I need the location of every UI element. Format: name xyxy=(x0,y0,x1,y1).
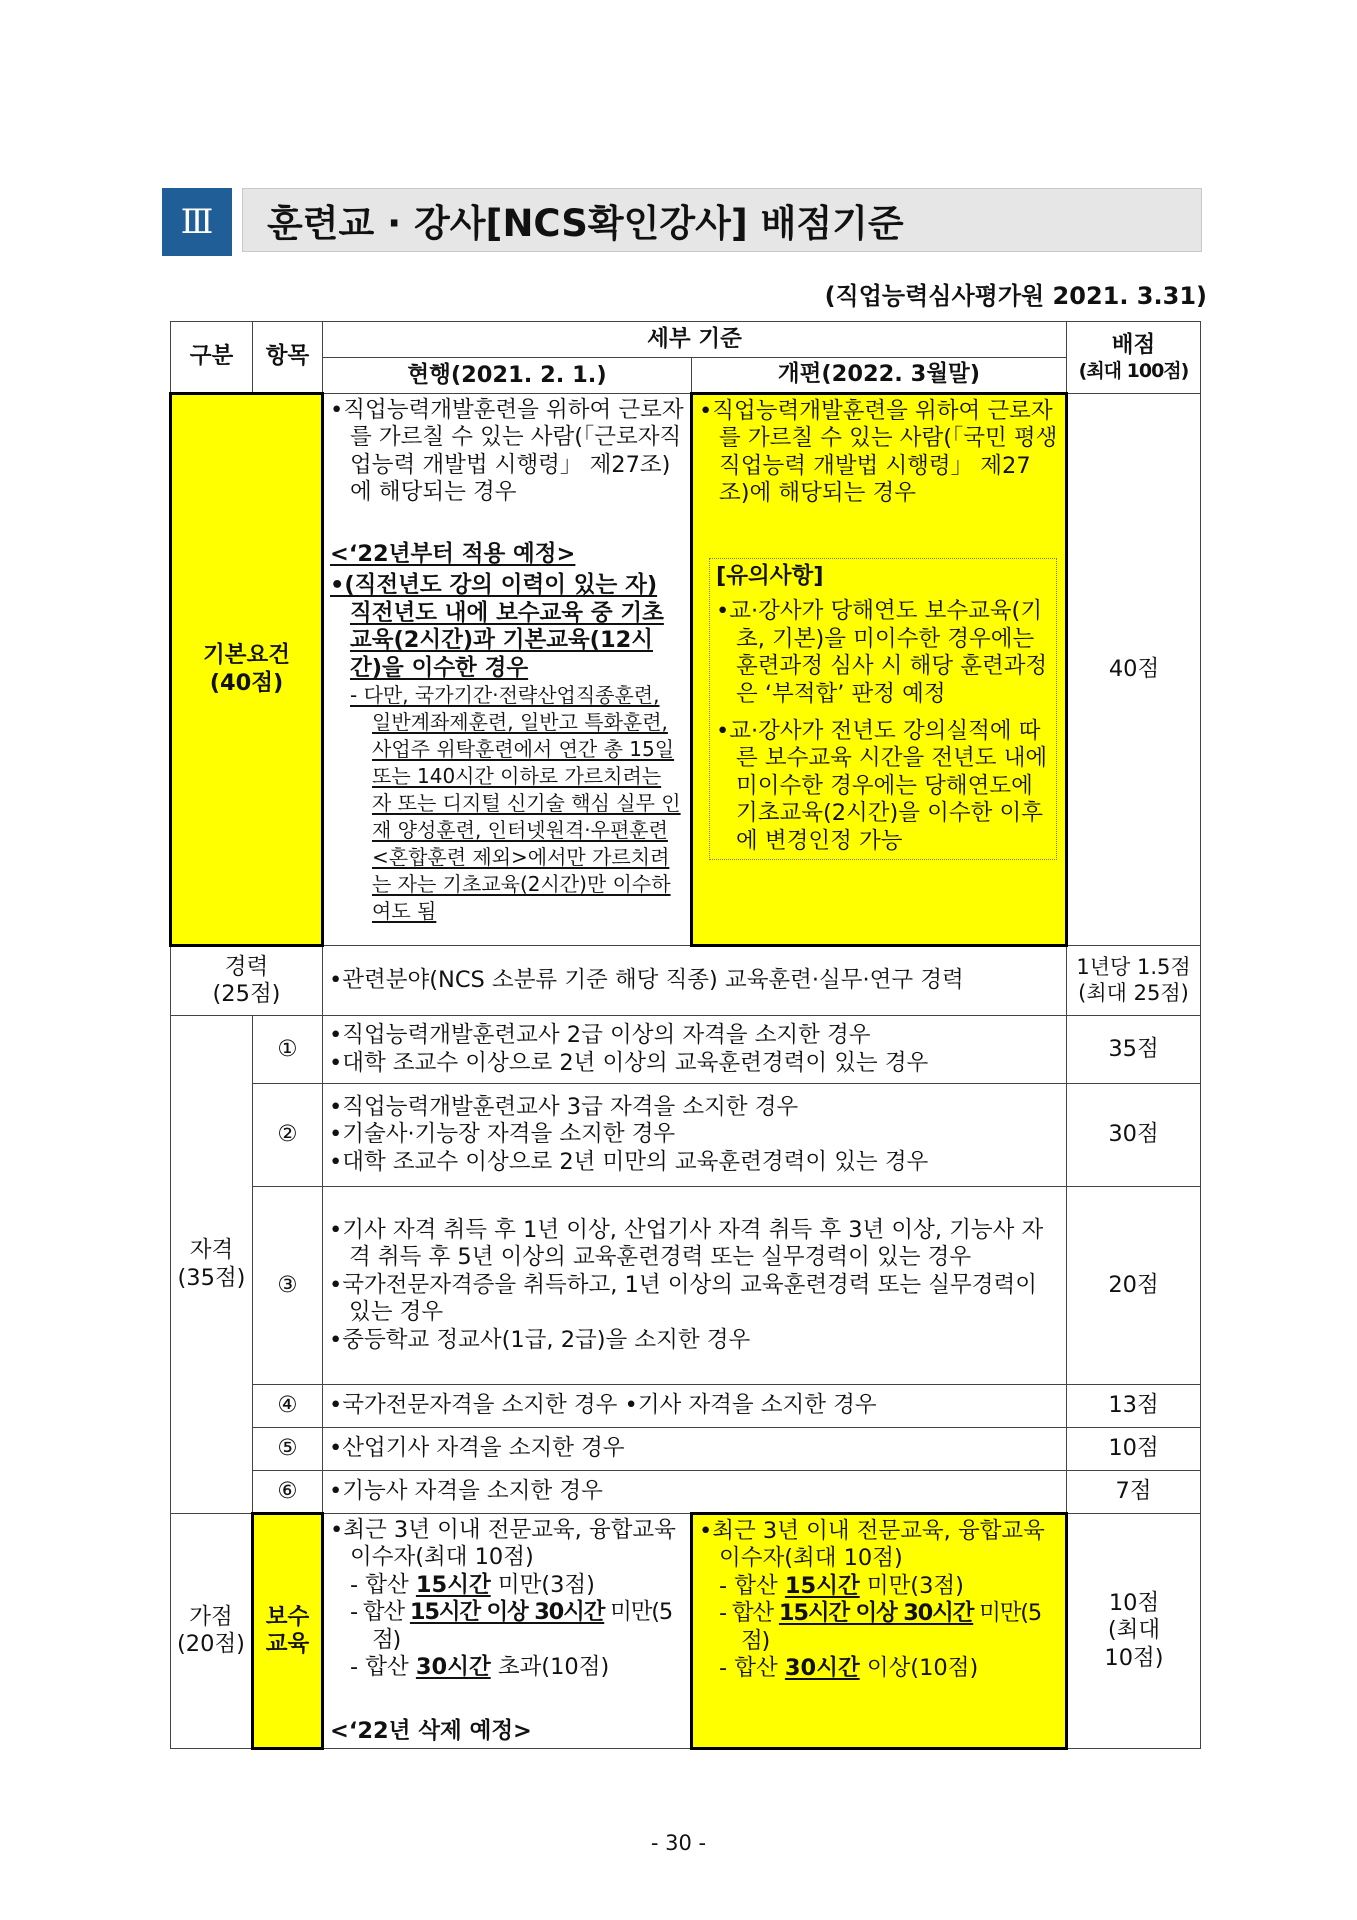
qual-3-line-2: •국가전문자격증을 취득하고, 1년 이상의 교육훈련경력 또는 실무경력이 있는 경우 xyxy=(329,1271,1037,1326)
section-header xyxy=(162,188,1202,256)
header-revised: 개편(2022. 3월말) xyxy=(692,358,1067,394)
bonus-current-sub-3 xyxy=(330,1654,684,1681)
bonus-rev-s1u: 15시간 xyxy=(784,1572,860,1599)
qual-1-line-2: •대학 조교수 이상으로 2년 이상의 교육훈련경력이 있는 경우 xyxy=(329,1049,929,1076)
bonus-score-1: 10점 xyxy=(1108,1589,1160,1616)
qual-points: (35점) xyxy=(177,1264,246,1291)
qual-3-line-1: •기사 자격 취득 후 1년 이상, 산업기사 자격 취득 후 3년 이상, 기능사 자격 취득 후 5년 이상의 교육훈련경력 또는 실무경력이 있는 경우 xyxy=(329,1216,1044,1271)
qual-text-6: •기능사 자격을 소지한 경우 xyxy=(323,1471,1067,1514)
qual-label-cell xyxy=(171,1016,253,1514)
bonus-score-3: 10점) xyxy=(1104,1644,1164,1671)
source-note: (직업능력심사평가원 2021. 3.31) xyxy=(824,282,1207,310)
career-label-cell xyxy=(171,946,323,1016)
qual-2-line-2: •기술사·기능장 자격을 소지한 경우 xyxy=(329,1121,676,1148)
bonus-item-1: 보수 xyxy=(265,1603,310,1630)
bonus-rev-s3b: 이상(10점) xyxy=(859,1655,979,1682)
basic-note-1: •교·강사가 당해연도 보수교육(기초, 기본)을 미이수한 경우에는 훈련과정 심사 시 해당 훈련과정은 ‘부적합’ 판정 예정 xyxy=(716,598,1048,707)
bonus-cur-s3u: 30시간 xyxy=(415,1654,491,1681)
section-number: Ⅲ xyxy=(162,188,232,256)
bonus-label-cell xyxy=(171,1514,253,1749)
header-gubun: 구분 xyxy=(171,322,253,394)
qual-num-6: ⑥ xyxy=(253,1471,323,1514)
bonus-cur-s3b: 초과(10점) xyxy=(490,1654,610,1681)
bonus-current-sub-2 xyxy=(330,1599,684,1654)
qual-text-5: •산업기사 자격을 소지한 경우 xyxy=(323,1428,1067,1471)
qual-score-3: 20점 xyxy=(1067,1187,1201,1385)
basic-score: 40점 xyxy=(1067,394,1201,946)
bonus-cur-s2b: 미만(5점) xyxy=(372,1599,672,1653)
qual-score-2: 30점 xyxy=(1067,1084,1201,1187)
bonus-item-cell xyxy=(253,1514,323,1749)
header-score-label: 배점 xyxy=(1111,332,1156,359)
basic-notes-title: [유의사항] xyxy=(716,562,824,589)
qual-num-5: ⑤ xyxy=(253,1428,323,1471)
bonus-current-cell xyxy=(323,1514,692,1749)
bonus-cur-s2a: - 합산 xyxy=(350,1599,410,1626)
career-score-2: (최대 25점) xyxy=(1078,980,1189,1005)
bonus-rev-s2b: 미만(5점) xyxy=(741,1600,1041,1654)
header-current: 현행(2021. 2. 1.) xyxy=(323,358,692,394)
qual-text-1 xyxy=(323,1016,1067,1084)
qual-num-4: ④ xyxy=(253,1385,323,1428)
qual-text-3 xyxy=(323,1187,1067,1385)
basic-note-2: •교·강사가 전년도 강의실적에 따른 보수교육 시간을 전년도 내에 미이수한 경우에는 당해연도에 기초교육(2시간)을 이수한 이후에 변경인정 가능 xyxy=(716,717,1048,854)
bonus-rev-s3u: 30시간 xyxy=(784,1655,860,1682)
basic-current-bullet xyxy=(330,572,684,682)
bonus-rev-s1a: - 합산 xyxy=(719,1572,785,1599)
qual-num-3: ③ xyxy=(253,1187,323,1385)
bonus-rev-s2a: - 합산 xyxy=(719,1600,779,1627)
basic-current-exception xyxy=(330,682,684,925)
qual-score-5: 10점 xyxy=(1067,1428,1201,1471)
qual-num-1: ① xyxy=(253,1016,323,1084)
bonus-label: 가점 xyxy=(189,1603,233,1630)
qual-label: 자격 xyxy=(189,1237,234,1264)
bonus-cur-s3a: - 합산 xyxy=(350,1654,416,1681)
qual-3-line-3: •중등학교 정교사(1급, 2급)을 소지한 경우 xyxy=(329,1326,751,1353)
basic-points: (40점) xyxy=(209,669,284,696)
bonus-current-footnote: <‘22년 삭제 예정> xyxy=(330,1717,532,1744)
bonus-revised-sub-2 xyxy=(699,1600,1059,1655)
bonus-points: (20점) xyxy=(177,1631,245,1658)
header-hangmok: 항목 xyxy=(253,322,323,394)
page-number: - 30 - xyxy=(650,1831,707,1855)
qual-score-1: 35점 xyxy=(1067,1016,1201,1084)
bonus-cur-s2u: 15시간 이상 30시간 xyxy=(409,1599,605,1626)
qual-score-4: 13점 xyxy=(1067,1385,1201,1428)
career-text: •관련분야(NCS 소분류 기준 해당 직종) 교육훈련·실무·연구 경력 xyxy=(323,946,1067,1016)
header-detail: 세부 기준 xyxy=(323,322,1067,358)
qual-num-2: ② xyxy=(253,1084,323,1187)
bonus-rev-s2u: 15시간 이상 30시간 xyxy=(778,1600,974,1627)
bonus-cur-s1a: - 합산 xyxy=(350,1571,416,1598)
header-score xyxy=(1067,322,1201,394)
basic-current-heading: <‘22년부터 적용 예정> xyxy=(330,540,576,567)
basic-current-bullet-text: •(직전년도 강의 이력이 있는 자) 직전년도 내에 보수교육 중 기초교육(2시간)과 기본교육(12시간)을 이수한 경우 xyxy=(330,572,664,681)
bonus-cur-s1u: 15시간 xyxy=(415,1571,491,1598)
bonus-item-2: 교육 xyxy=(265,1631,310,1658)
basic-revised-text: •직업능력개발훈련을 위하여 근로자를 가르칠 수 있는 사람(「국민 평생 직업능력 개발법 시행령」 제27조)에 해당되는 경우 xyxy=(699,398,1058,507)
scoring-table xyxy=(169,321,1201,1750)
qual-1-line-1: •직업능력개발훈련교사 2급 이상의 자격을 소지한 경우 xyxy=(329,1022,871,1049)
bonus-rev-s1b: 미만(3점) xyxy=(859,1572,964,1599)
career-score-cell xyxy=(1067,946,1201,1016)
bonus-current-sub-1 xyxy=(330,1572,684,1599)
header-score-max: (최대 100점) xyxy=(1078,359,1189,382)
bonus-revised-cell xyxy=(692,1514,1067,1749)
career-score-1: 1년당 1.5점 xyxy=(1076,954,1191,979)
qual-score-6: 7점 xyxy=(1067,1471,1201,1514)
basic-current-exception-text: - 다만, 국가기간·전략산업직종훈련, 일반계좌제훈련, 일반고 특화훈련, 사업주 위탁훈련에서 연간 총 15일 또는 140시간 이하로 가르치려는 자 또는 디지털 신기술 핵심 실무 인재 양성훈련, 인터넷원격·우편훈련<혼합훈련 제외>에서만 가르치려는 자는 기초교육(2시간)만 이수하여도 됨 xyxy=(350,682,681,923)
basic-label: 기본요건 xyxy=(203,642,290,669)
basic-current-cell xyxy=(323,394,692,946)
bonus-revised-sub-3 xyxy=(699,1655,1059,1682)
bonus-revised-sub-1 xyxy=(699,1573,1059,1600)
qual-2-line-3: •대학 조교수 이상으로 2년 미만의 교육훈련경력이 있는 경우 xyxy=(329,1148,929,1175)
bonus-score-cell xyxy=(1067,1514,1201,1749)
bonus-score-2: (최대 xyxy=(1107,1617,1161,1644)
bonus-revised-line: •최근 3년 이내 전문교육, 융합교육 이수자(최대 10점) xyxy=(699,1518,1045,1572)
basic-notes-box xyxy=(709,558,1057,860)
section-title: 훈련교 · 강사[NCS확인강사] 배점기준 xyxy=(242,188,1202,252)
career-points: (25점) xyxy=(212,981,281,1007)
bonus-current-line: •최근 3년 이내 전문교육, 융합교육 이수자(최대 10점) xyxy=(330,1517,676,1571)
qual-2-line-1: •직업능력개발훈련교사 3급 자격을 소지한 경우 xyxy=(329,1093,799,1120)
bonus-cur-s1b: 미만(3점) xyxy=(490,1571,595,1598)
basic-revised-cell xyxy=(692,394,1067,946)
qual-text-4: •국가전문자격을 소지한 경우 •기사 자격을 소지한 경우 xyxy=(323,1385,1067,1428)
basic-current-text: •직업능력개발훈련을 위하여 근로자를 가르칠 수 있는 사람(「근로자직업능력 개발법 시행령」 제27조)에 해당되는 경우 xyxy=(330,397,684,506)
basic-label-cell xyxy=(171,394,323,946)
bonus-rev-s3a: - 합산 xyxy=(719,1655,785,1682)
career-label: 경력 xyxy=(224,953,269,980)
qual-text-2 xyxy=(323,1084,1067,1187)
